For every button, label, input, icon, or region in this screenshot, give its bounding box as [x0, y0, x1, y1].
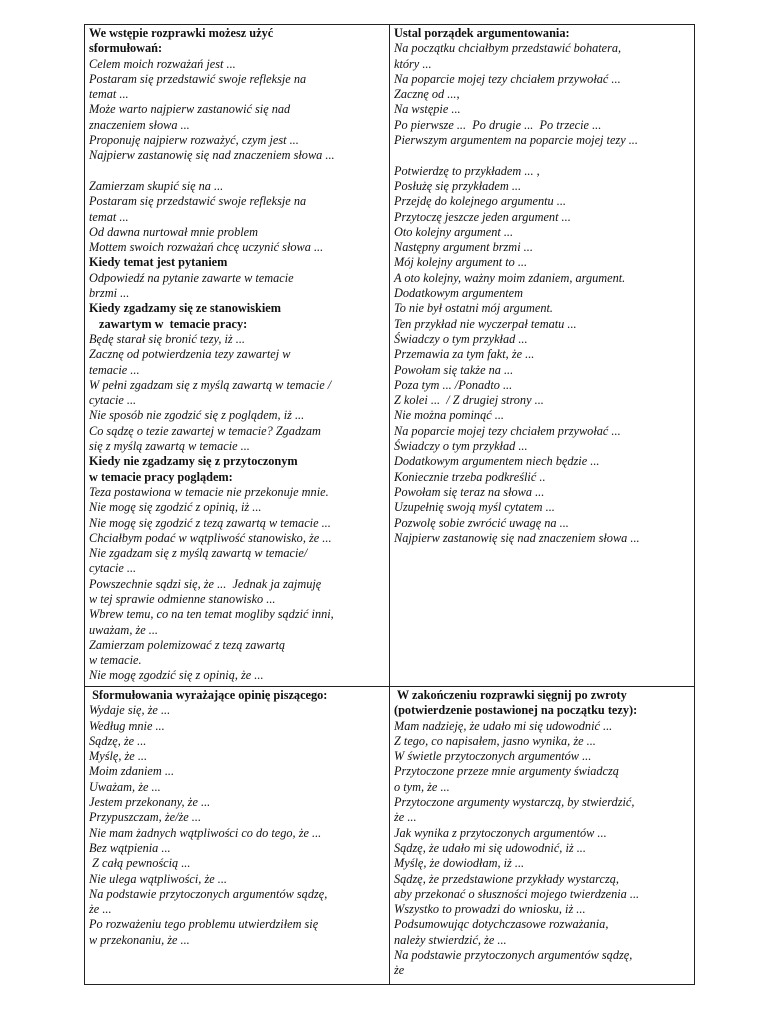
phrase-line: Uzupełnię swoją myśl cytatem ...: [394, 500, 555, 515]
phrase-line: Podsumowując dotychczasowe rozważania,: [394, 917, 609, 932]
phrase-line: brzmi ...: [89, 286, 130, 301]
phrase-line: Nie mam żadnych wątpliwości co do tego, że ...: [89, 825, 322, 840]
order-heading: Ustal porządek argumentowania:: [394, 26, 570, 40]
phrase-line: Dodatkowym argumentem niech będzie ...: [394, 454, 600, 469]
phrase-line: Przejdę do kolejnego argumentu ...: [394, 194, 567, 209]
phrase-line: temat ...: [89, 87, 129, 102]
phrase-line: Zacznę od potwierdzenia tezy zawartej w: [89, 347, 291, 362]
phrase-line: To nie był ostatni mój argument.: [394, 301, 553, 316]
opinion-heading: Sformułowania wyrażające opinię piszącego:: [89, 688, 328, 702]
blank-line: [394, 148, 690, 163]
agree-heading-line: Kiedy zgadzamy się ze stanowiskiem: [89, 301, 281, 316]
phrase-line: Na początku chciałbym przedstawić bohatera,: [394, 41, 622, 56]
phrase-line: Z kolei ... / Z drugiej strony ...: [394, 393, 544, 408]
phrase-line: Potwierdzę to przykładem ... ,: [394, 163, 540, 178]
phrase-line: Na poparcie mojej tezy chciałem przywołać ...: [394, 71, 621, 86]
phrase-line: Nie sposób nie zgodzić się z poglądem, iż ...: [89, 408, 305, 423]
phrase-line: W pełni zgadzam się z myślą zawartą w temacie /: [89, 377, 332, 392]
phrase-line: Posłużę się przykładem ...: [394, 178, 522, 193]
intro-heading-line: sformułowań:: [89, 41, 163, 56]
phrase-line: Celem moich rozważań jest ...: [89, 56, 236, 71]
phrase-line: Co sądzę o tezie zawartej w temacie? Zgadzam: [89, 423, 321, 438]
disagree-heading-line: Kiedy nie zgadzamy się z przytoczonym: [89, 454, 298, 469]
phrase-line: Zacznę od ...,: [394, 87, 460, 102]
phrase-line: Poza tym ... /Ponadto ...: [394, 377, 513, 392]
phrase-line: Uważam, że ...: [89, 779, 161, 794]
ending-heading-line: (potwierdzenie postawionej na początku tezy):: [394, 703, 638, 718]
phrase-line: znaczeniem słowa ...: [89, 117, 190, 132]
phrase-line: Nie mogę zgodzić się z opinią, że ...: [89, 668, 264, 683]
phrase-line: Na wstępie ...: [394, 102, 461, 117]
phrase-line: Po pierwsze ... Po drugie ... Po trzecie ...: [394, 117, 602, 132]
phrase-line: Wydaje się, że ...: [89, 703, 171, 718]
phrase-line: Moim zdaniem ...: [89, 764, 175, 779]
phrase-line: Nie ulega wątpliwości, że ...: [89, 871, 227, 886]
phrase-line: A oto kolejny, ważny moim zdaniem, argument.: [394, 270, 626, 285]
phrase-line: Powołam się teraz na słowa ...: [394, 484, 545, 499]
phrase-line: Przytoczone przeze mnie argumenty świadczą: [394, 764, 619, 779]
phrase-line: Sądzę, że ...: [89, 733, 147, 748]
phrase-line: Teza postawiona w temacie nie przekonuje mnie.: [89, 484, 329, 499]
phrase-line: o tym, że ...: [394, 779, 450, 794]
phrase-line: Wszystko to prowadzi do wniosku, iż ...: [394, 902, 586, 917]
phrase-line: Chciałbym podać w wątpliwość stanowisko, że ...: [89, 530, 332, 545]
question-heading: Kiedy temat jest pytaniem: [89, 255, 228, 270]
phrase-line: Mottem swoich rozważań chcę uczynić słowa ...: [89, 240, 324, 255]
phrase-line: Nie mogę się zgodzić z tezą zawartą w temacie ...: [89, 515, 331, 530]
phrase-line: że ...: [394, 810, 417, 825]
phrase-line: Wbrew temu, co na ten temat mogliby sądzić inni,: [89, 607, 334, 622]
phrase-line: Sądzę, że przedstawione przykłady wystarczą,: [394, 871, 619, 886]
phrase-line: Dodatkowym argumentem: [394, 286, 523, 301]
phrases-table: [84, 24, 695, 985]
ending-heading-line: W zakończeniu rozprawki sięgnij po zwroty: [394, 688, 627, 702]
phrase-line: że ...: [89, 902, 112, 917]
intro-cell: [85, 25, 390, 687]
phrase-line: Może warto najpierw zastanowić się nad: [89, 102, 291, 117]
phrase-line: Według mnie ...: [89, 718, 165, 733]
phrase-line: w temacie.: [89, 653, 142, 668]
order-cell: [390, 25, 695, 687]
phrase-line: Nie można pominąć ...: [394, 408, 504, 423]
phrase-line: Będę starał się bronić tezy, iż ...: [89, 331, 245, 346]
phrase-line: Postaram się przedstawić swoje refleksje na: [89, 71, 307, 86]
phrase-line: aby przekonać o słuszności mojego twierdzenia ...: [394, 886, 640, 901]
phrase-line: Jestem przekonany, że ...: [89, 795, 211, 810]
phrase-line: Bez wątpienia ...: [89, 840, 171, 855]
phrase-line: Zamierzam skupić się na ...: [89, 178, 224, 193]
phrase-line: Świadczy o tym przykład ...: [394, 439, 528, 454]
blank-line: [89, 164, 385, 179]
phrase-line: Przytoczę jeszcze jeden argument ...: [394, 209, 571, 224]
phrase-line: Z całą pewnością ...: [89, 856, 191, 871]
phrase-line: temat ...: [89, 209, 129, 224]
phrase-line: Mam nadzieję, że udało mi się udowodnić ...: [394, 718, 613, 733]
phrase-line: Po rozważeniu tego problemu utwierdziłem się: [89, 917, 319, 932]
phrase-line: Pierwszym argumentem na poparcie mojej tezy ...: [394, 133, 638, 148]
phrase-line: który ...: [394, 56, 432, 71]
phrase-line: Przemawia za tym fakt, że ...: [394, 347, 535, 362]
disagree-heading-line: w temacie pracy poglądem:: [89, 469, 233, 484]
phrase-line: Sądzę, że udało mi się udowodnić, iż ...: [394, 840, 586, 855]
phrase-line: Najpierw zastanowię się nad znaczeniem słowa ...: [394, 530, 640, 545]
phrase-line: Myślę, że ...: [89, 749, 148, 764]
phrase-line: Myślę, że dowiodłam, iż ...: [394, 856, 525, 871]
phrase-line: Nie zgadzam się z myślą zawartą w temacie/: [89, 546, 308, 561]
phrase-line: Na poparcie mojej tezy chciałem przywołać ...: [394, 423, 621, 438]
phrase-line: Powszechnie sądzi się, że ... Jednak ja zajmuję: [89, 576, 322, 591]
phrase-line: Powołam się także na ...: [394, 362, 514, 377]
phrase-line: Nie mogę się zgodzić z opinią, iż ...: [89, 500, 262, 515]
phrase-line: Pozwolę sobie zwrócić uwagę na ...: [394, 515, 569, 530]
phrase-line: należy stwierdzić, że ...: [394, 932, 507, 947]
phrase-line: W świetle przytoczonych argumentów ...: [394, 749, 592, 764]
opinion-cell: [85, 687, 390, 985]
phrase-line: Świadczy o tym przykład ...: [394, 331, 528, 346]
phrase-line: Mój kolejny argument to ...: [394, 255, 528, 270]
phrase-line: Zamierzam polemizować z tezą zawartą: [89, 637, 286, 652]
phrase-line: że: [394, 963, 405, 978]
phrase-line: uważam, że ...: [89, 622, 159, 637]
phrase-line: Z tego, co napisałem, jasno wynika, że ...: [394, 733, 596, 748]
phrase-line: Najpierw zastanowię się nad znaczeniem słowa ...: [89, 148, 335, 163]
phrase-line: Od dawna nurtował mnie problem: [89, 224, 258, 239]
phrase-line: Przytoczone argumenty wystarczą, by stwierdzić,: [394, 795, 635, 810]
phrase-line: w przekonaniu, że ...: [89, 932, 190, 947]
phrase-line: Koniecznie trzeba podkreślić ..: [394, 469, 546, 484]
phrase-line: Postaram się przedstawić swoje refleksje na: [89, 194, 307, 209]
phrase-line: cytacie ...: [89, 393, 137, 408]
phrase-line: Na podstawie przytoczonych argumentów sądzę,: [89, 886, 328, 901]
phrase-line: Proponuję najpierw rozważyć, czym jest ...: [89, 133, 299, 148]
phrase-line: Ten przykład nie wyczerpał tematu ...: [394, 316, 577, 331]
phrase-line: temacie ...: [89, 362, 140, 377]
phrase-line: Oto kolejny argument ...: [394, 224, 514, 239]
agree-heading-line: zawartym w temacie pracy:: [99, 316, 248, 331]
phrase-line: Przypuszczam, że/że ...: [89, 810, 202, 825]
phrase-line: Odpowiedź na pytanie zawarte w temacie: [89, 270, 294, 285]
phrase-line: w tej sprawie odmienne stanowisko ...: [89, 591, 276, 606]
phrase-line: Na podstawie przytoczonych argumentów sądzę,: [394, 948, 633, 963]
intro-heading-line: We wstępie rozprawki możesz użyć: [89, 26, 274, 40]
phrase-line: cytacie ...: [89, 561, 137, 576]
phrase-line: Następny argument brzmi ...: [394, 240, 533, 255]
phrase-line: Jak wynika z przytoczonych argumentów ...: [394, 825, 607, 840]
ending-cell: [390, 687, 695, 985]
phrase-line: się z myślą zawartą w temacie ...: [89, 439, 250, 454]
